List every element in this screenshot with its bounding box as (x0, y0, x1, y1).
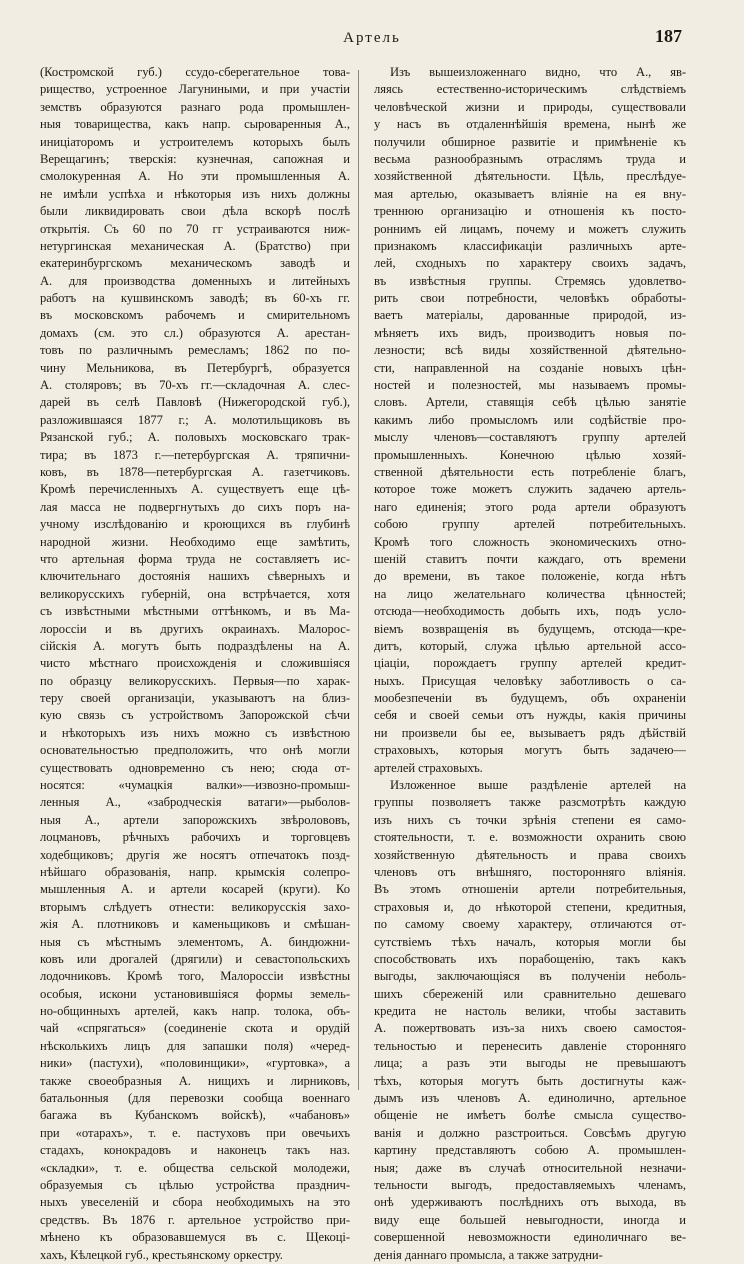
text-line: по образцу великорусскихъ. Первыя—по харак- (40, 673, 350, 688)
text-line: группы позволяетъ также разсмотрѣть каждую (374, 795, 686, 810)
text-line: хозяйственную дѣятельность и права своихъ (374, 847, 686, 862)
text-line: но-общинныхъ артелей, какъ напр. толока, объ- (40, 1004, 350, 1019)
text-line: лей, сходныхъ по характеру своихъ задачъ, (374, 256, 686, 271)
text-line: страховыя и, до нѣкоторой степени, кредитныя, (374, 899, 686, 914)
text-line: страховыхъ, которыя могутъ быть задачею— (374, 743, 686, 758)
text-line: и нѣкоторыхъ изъ нихъ можно съ извѣстною (40, 725, 350, 740)
text-line: себя и своей семьи отъ нужды, какія причины (374, 708, 686, 723)
text-line: (Костромской губ.) ссудо-сберегательное това- (40, 65, 350, 79)
text-line: ванія и должно разстроиться. Совсѣмъ другую (374, 1125, 686, 1140)
text-line: великорусскихъ губерній, она встрѣчается, хотя (40, 586, 350, 601)
text-line: лоцмановъ, рѣчныхъ рабочихъ и торговцевъ (40, 830, 350, 845)
text-line: ключительнаго достоянія нашихъ сѣверныхъ и (40, 569, 350, 584)
text-line: разложившаяся 1877 г.; А. молотильщиковъ въ (40, 412, 350, 427)
running-header: Артель (343, 30, 401, 46)
text-line: человѣческой жизни и природы, существовали (374, 99, 686, 114)
text-line: также своеобразныя А. нищихъ и лирниковъ, (40, 1073, 350, 1088)
text-line: хахъ, Кѣлецкой губ., крестьянскому оркестру. (40, 1247, 283, 1262)
text-line: картину представляютъ собою А. промышлен- (374, 1143, 686, 1158)
text-line: роннимъ ей лицамъ, почему и можетъ служить (374, 221, 686, 236)
text-line: при «отарахъ», т. е. пастуховъ при овечьихъ (40, 1125, 350, 1140)
text-line: носятся: «чумацкія валки»—извозно-промыш- (40, 778, 350, 793)
text-line: лодочниковъ. Кромѣ того, Малороссіи извѣстны (40, 969, 350, 984)
text-line: мая артелью, оказываетъ вліяніе на ея вну- (374, 186, 686, 201)
text-line: открытія. Съ 60 по 70 гг устраиваются ниж- (40, 221, 350, 236)
text-line: багажа въ Кубанскомъ войскѣ), «чабановъ» (40, 1108, 350, 1123)
text-line: батальонныя (для перевозки сообща военнаго (40, 1091, 350, 1106)
column-divider (358, 70, 359, 1090)
text-line: віемъ возвращенія въ будущемъ, отсюда—кре- (374, 621, 686, 636)
text-line: промышленныхъ. Конечною цѣлью хозяй- (374, 447, 686, 462)
text-line: нетургинская механическая А. (Братство) при (40, 238, 350, 253)
text-line: ныя А., артели запорожскихъ звѣролововъ, (40, 812, 350, 827)
text-line: чай «спрягаться» (соединеніе скота и орудій (40, 1021, 350, 1036)
text-line: рищество, устроенное Лагуниными, и при участіи (40, 82, 350, 97)
text-line: ныя товарищества, какъ напр. сыроваренныя А., (40, 117, 350, 132)
text-line: тира; въ 1873 г.—петербургская А. тряпични- (40, 447, 350, 462)
text-line: изъ нихъ съ точки зрѣнія степени ея само- (374, 812, 686, 827)
text-line: ковъ или дрогалей (дрягили) и севастопольскихъ (40, 951, 350, 966)
text-line: рить свои потребности, человѣкъ обработы- (374, 291, 686, 306)
text-line: ваетъ матеріалы, дарованные природой, из- (374, 308, 686, 323)
text-line: Кромѣ того сложность экономическихъ отно- (374, 534, 686, 549)
text-line: сутствіемъ тѣхъ началъ, которыя могли бы (374, 934, 686, 949)
text-line: Кромѣ перечисленныхъ А. существуетъ еще цѣ- (40, 482, 350, 497)
text-line: средствъ. Въ 1876 г. артельное устройство при- (40, 1212, 350, 1227)
text-line: шихъ сбереженій или сравнительно дешеваго (374, 986, 686, 1001)
text-line: А. для производства доменныхъ и литейныхъ (40, 273, 350, 288)
text-line: А. столяровъ; въ 70-хъ гг.—складочная А. слес- (40, 378, 350, 393)
text-line: лороссіи и въ другихъ окраинахъ. Малорос- (40, 621, 350, 636)
text-line: были ликвидировать свои дѣла вскорѣ послѣ (40, 204, 350, 219)
text-line: членовъ отъ внѣшняго, посторонняго вліянія. (374, 864, 686, 879)
text-line: екатеринбургскомъ механическомъ заводѣ и (40, 256, 350, 271)
text-line: Рязанской губ.; А. половыхъ московскаго трак- (40, 430, 350, 445)
text-line: чисто мѣстнаго происхожденія и сложившіяся (40, 656, 350, 671)
text-line: работъ на кушвинскомъ заводѣ; въ 60-хъ гг. (40, 291, 350, 306)
text-line: денія даннаго промысла, а также затрудни- (374, 1247, 603, 1262)
text-line: получили обширное развитіе и примѣненіе къ (374, 134, 686, 149)
text-line: ныя; даже въ случаѣ относительной незначи- (374, 1160, 686, 1175)
text-line: въ извѣстныя группы. Стремясь удовлетво- (374, 273, 686, 288)
text-line: въ московскомъ рабочемъ и смирительномъ (40, 308, 350, 323)
text-line: хозяйственной дѣятельности. Цѣль, преслѣдуе- (374, 169, 686, 184)
text-line: жія А. плотниковъ и каменьщиковъ и смѣшан- (40, 917, 350, 932)
text-line: лезности; всѣ виды хозяйственной дѣятельно- (374, 343, 686, 358)
text-line: стадахъ, конокрадовъ и наконецъ такъ наз. (40, 1143, 350, 1158)
text-line: общеніе не имѣетъ болѣе смысла существо- (374, 1108, 686, 1123)
text-line: мообезпеченіи въ будущемъ, объ охраненіи (374, 691, 686, 706)
text-line: наго единенія; этого рода артели образуютъ (374, 499, 686, 514)
text-line: отсюда—необходимость добыть ихъ, подъ усло- (374, 604, 686, 619)
text-line: сійскія А. могутъ быть подраздѣлены на А. (40, 638, 350, 653)
text-line: выгоды, заключающіяся въ полученіи неболь- (374, 969, 686, 984)
text-line: признакомъ классификаціи различныхъ арте- (374, 238, 686, 253)
text-line: нѣйшаго образованія, напр. крымскія солепро- (40, 864, 350, 879)
text-line: у насъ въ отдаленнѣйшія времена, нынѣ же (374, 117, 686, 132)
text-line: «складки», т. е. общества сельской молодежи, (40, 1160, 350, 1175)
text-line: смолокуренная А. Но эти промышленныя А. (40, 169, 350, 184)
text-line: ныхъ. Присущая человѣку заботливость о са- (374, 673, 686, 688)
text-line: ленныя А., «забродческія ватаги»—рыболов- (40, 795, 350, 810)
text-line: на лицо желательнаго количества цѣнностей; (374, 586, 686, 601)
text-line: дарей въ селѣ Павловѣ (Нижегородской губ.), (40, 395, 350, 410)
text-line: земствъ образуются разнаго рода промышлен- (40, 99, 350, 114)
text-line: кую связь съ устройствомъ Запорожской сѣчи (40, 708, 350, 723)
text-line: тельностью и перенесить давленіе сторонняго (374, 1038, 686, 1053)
text-line: мышленныя А. и артели косарей (круги). Ко (40, 882, 350, 897)
left-column (40, 64, 350, 1264)
text-line: мѣняетъ ихъ видъ, производитъ новыя по- (374, 325, 686, 340)
text-line: что артельная форма труда не составляетъ ис- (40, 551, 350, 566)
text-line: тельности выгодъ, предоставляемыхъ членамъ, (374, 1178, 686, 1192)
text-line: ни произвели бы ее, вызываетъ рядъ дѣйствій (374, 725, 686, 740)
text-line: Изложенное выше раздѣленіе артелей на (390, 778, 686, 793)
text-line: виду еще большей невыгодности, иногда и (374, 1212, 686, 1227)
text-line: совершенной невозможности единоличнаго ве- (374, 1230, 686, 1245)
text-line: ляясь естественно-историческимъ слѣдствіемъ (374, 82, 686, 97)
text-line: какимъ либо промысломъ или содѣйствіе про- (374, 412, 686, 427)
text-line: лица; а разъ эти выгоды не превышаютъ (374, 1056, 686, 1071)
text-line: не имѣли успѣха и нѣкоторыя изъ нихъ должны (40, 186, 350, 201)
text-line: весьма разнообразнымъ отраслямъ труда и (374, 151, 686, 166)
text-line: ковъ, въ 1878—петербургская А. газетчиковъ. (40, 464, 350, 479)
text-line: кредита не настоль велики, чтобы заставить (374, 1004, 686, 1019)
text-line: мыслу членовъ—составляютъ группу артелей (374, 430, 686, 445)
text-line: способствовать ихъ порабощенію, такъ какъ (374, 951, 686, 966)
text-line: шеній ставитъ почти каждаго, отъ времени (374, 551, 686, 566)
text-line: иниціаторомъ и устроителемъ которыхъ былъ (40, 134, 350, 149)
text-line: стоятельности, т. е. возможности охранить свою (374, 830, 686, 845)
text-line: учному изслѣдованію и кроющихся въ глубинѣ (40, 517, 350, 532)
text-line: ники» (пастухи), «половинщики», «гуртовка», а (40, 1056, 350, 1071)
text-line: Изъ вышеизложеннаго видно, что А., яв- (390, 65, 686, 79)
text-line: сти, направленной на созданіе новыхъ цѣн- (374, 360, 686, 375)
text-line: ціаціи, порождаетъ группу артелей кредит- (374, 656, 686, 671)
text-line: вторымъ слѣдуетъ отнести: великорусскія захо- (40, 899, 350, 914)
text-line: ныя съ мѣстнымъ элементомъ, А. биндюжни- (40, 934, 350, 949)
text-line: существовать одновременно съ нею; сюда от- (40, 760, 350, 775)
page-number: 187 (655, 26, 682, 46)
text-line: особыя, искони установившіяся формы земель- (40, 986, 350, 1001)
text-line: дымъ изъ членовъ А. единолично, артельное (374, 1091, 686, 1106)
text-line: артелей страховыхъ. (374, 760, 483, 775)
text-line: лая масса не подвергнутыхъ до сихъ поръ на- (40, 499, 350, 514)
text-line: народной жизни. Необходимо еще замѣтить, (40, 534, 350, 549)
text-line: нѣсколькихъ лицъ для запашки поля) «черед- (40, 1038, 350, 1053)
text-line: тѣхъ, которыя могутъ быть достигнуты каж- (374, 1073, 686, 1088)
text-line: мѣнено къ образовавшемуся въ с. Щекоці- (40, 1230, 350, 1245)
text-line: ностей и полезностей, мы называемъ промы- (374, 378, 686, 393)
text-line: образуемыя съ цѣлью устройства празднич- (40, 1178, 350, 1192)
text-line: онѣ удерживаютъ послѣднихъ отъ выхода, въ (374, 1195, 686, 1210)
text-line: словъ. Артели, ставящія себѣ цѣлью занятіе (374, 395, 686, 410)
text-line: по самому своему характеру, отличаются от- (374, 917, 686, 932)
text-line: ныхъ увеселеній и сбора необходимыхъ на это (40, 1195, 350, 1210)
text-line: ственной дѣятельности есть потребленіе благъ, (374, 464, 686, 479)
text-line: Въ этомъ отношеніи артели потребительныя, (374, 882, 686, 897)
text-line: теру своей организаціи, указываютъ на близ- (40, 691, 350, 706)
text-line: которое тоже можетъ служить задачею артель- (374, 482, 686, 497)
text-line: А. пожертвовать изъ-за нихъ своею самостоя- (374, 1021, 686, 1036)
text-line: домахъ (см. это сл.) образуются А. арестан- (40, 325, 350, 340)
text-line: основательностью предположить, что онѣ могли (40, 743, 350, 758)
right-column (374, 64, 686, 1264)
text-line: Верещагинъ; тверскія: кузнечная, сапожная и (40, 151, 350, 166)
text-line: дитъ, который, служа цѣлью артельной ассо- (374, 638, 686, 653)
text-line: до времени, въ такое положеніе, когда нѣтъ (374, 569, 686, 584)
text-line: чину Мельникова, въ Петербургѣ, образуется (40, 360, 350, 375)
text-line: ходебщиковъ; другія же носятъ отпечатокъ позд- (40, 847, 350, 862)
text-line: съ извѣстными мѣстными оттѣнкомъ, и въ Ма- (40, 604, 350, 619)
text-line: треннюю организацію и отношенія къ посто- (374, 204, 686, 219)
text-line: собою группу артелей потребительныхъ. (374, 517, 686, 532)
text-line: товъ по различнымъ ремесламъ; 1862 по по- (40, 343, 350, 358)
